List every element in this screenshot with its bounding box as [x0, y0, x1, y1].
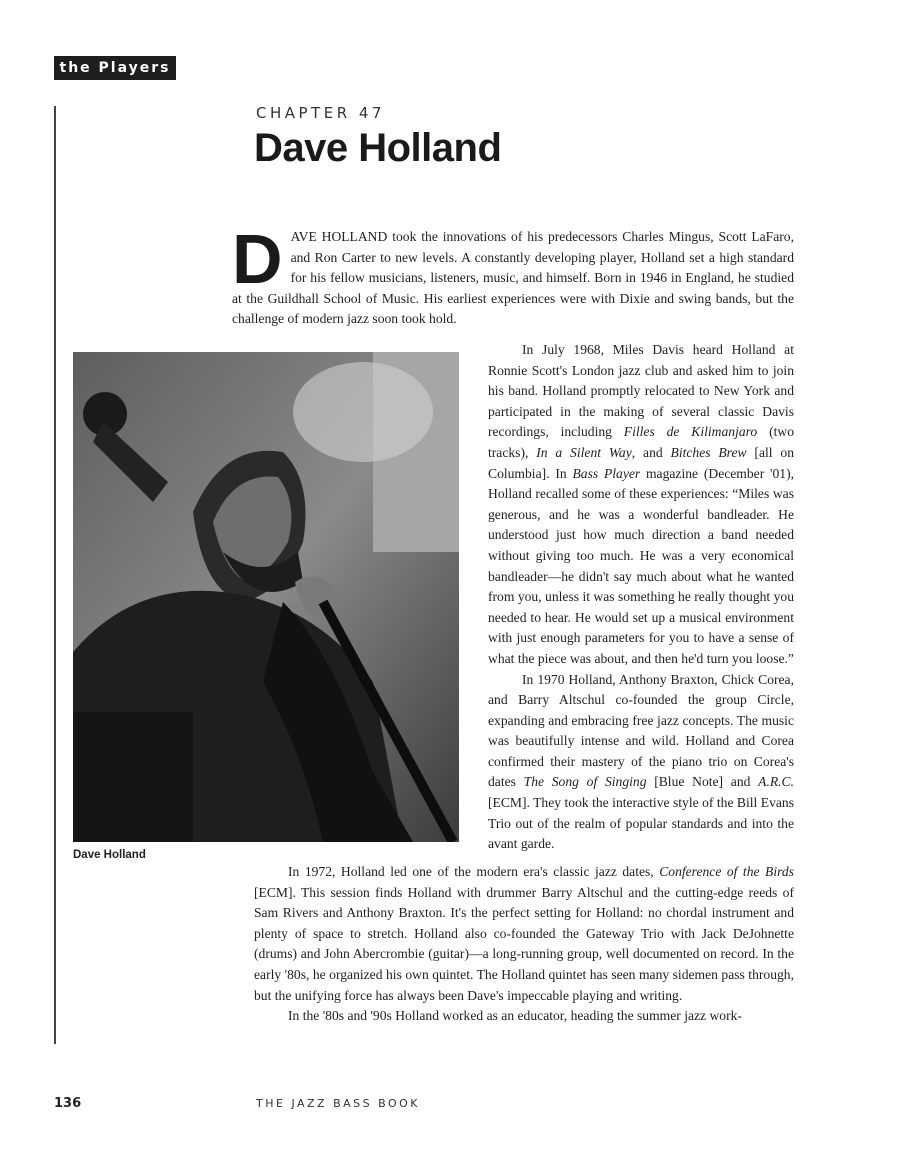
dave-holland-photo: [73, 352, 459, 842]
margin-rule: [54, 106, 56, 1044]
photo-caption: Dave Holland: [73, 849, 146, 861]
body-column: [488, 340, 794, 855]
running-footer: THE JAZZ BASS BOOK: [256, 1097, 420, 1110]
intro-paragraph: [232, 220, 794, 330]
section-tag: the Players: [54, 56, 176, 80]
intro-text: took the innovations of his predecessors Charles Mingus, Scott LaFaro, and Ron Carter to new levels. A constantly developing player, Holland set a high standard for his fellow musicians, listeners, music, and himself. Born in 1946 in England, he studied at the Guildhall School of Music. His earliest experiences were with Dixie and swing bands, but the challenge of modern jazz soon took hold.: [232, 229, 794, 327]
page-title: Dave Holland: [254, 126, 502, 170]
body-bottom: [254, 862, 794, 1027]
intro-lead-smallcaps: AVE HOLLAND: [290, 229, 388, 244]
chapter-label: CHAPTER 47: [256, 104, 385, 122]
paragraph-circle: In 1970 Holland, Anthony Braxton, Chick Corea, and Barry Altschul co-founded the group Circle, expanding and embracing free jazz concepts. The music was beautifully intense and wild. Holland and Corea confirmed their mastery of the piano trio on Corea's dates The Song of Singing [Blue Note] and A.R.C. [ECM]. They took the interactive style of the Bill Evans Trio out of the realm of popular standards and into the avant garde.: [488, 671, 795, 852]
page-number: 136: [54, 1096, 82, 1111]
paragraph-conference: In 1972, Holland led one of the modern era's classic jazz dates, Conference of the Birds [ECM]. This session finds Holland with drummer Barry Altschul and the cutting-edge reeds of Sam Rivers and Anthony Braxton. It's the perfect setting for Holland: no chordal instrument and plenty of space to stretch. Holland also co-founded the Gateway Trio with Jack DeJohnette (drums) and John Abercrombie (guitar)—a long-running group, well documented on record. In the early '80s, he organized his own quintet. The Holland quintet has seen many sidemen pass through, but the unifying force has always been Dave's impeccable playing and writing.: [254, 864, 794, 1003]
paragraph-educator: In the '80s and '90s Holland worked as an educator, heading the summer jazz work-: [288, 1008, 742, 1024]
drop-cap: D: [232, 220, 283, 298]
paragraph-miles-davis: In July 1968, Miles Davis heard Holland at Ronnie Scott's London jazz club and asked him to join his band. Holland promptly relocated to New York and participated in the making of several classic Davis recordings, including Filles de Kilimanjaro (two tracks), In a Silent Way, and Bitches Brew [all on Columbia]. In Bass Player magazine (December '01), Holland recalled some of these experiences: “Miles was generous, and he was a wonderful bandleader. He understood just how much direction a band needed without giving too much. He was a very economical bandleader—he didn't say much about what he wanted from you, unless it was something he really thought you needed to hear. He would set up a musical environment with just enough parameters for you to have a sense of what the piece was about, and then he'd turn you loose.”: [488, 342, 794, 666]
